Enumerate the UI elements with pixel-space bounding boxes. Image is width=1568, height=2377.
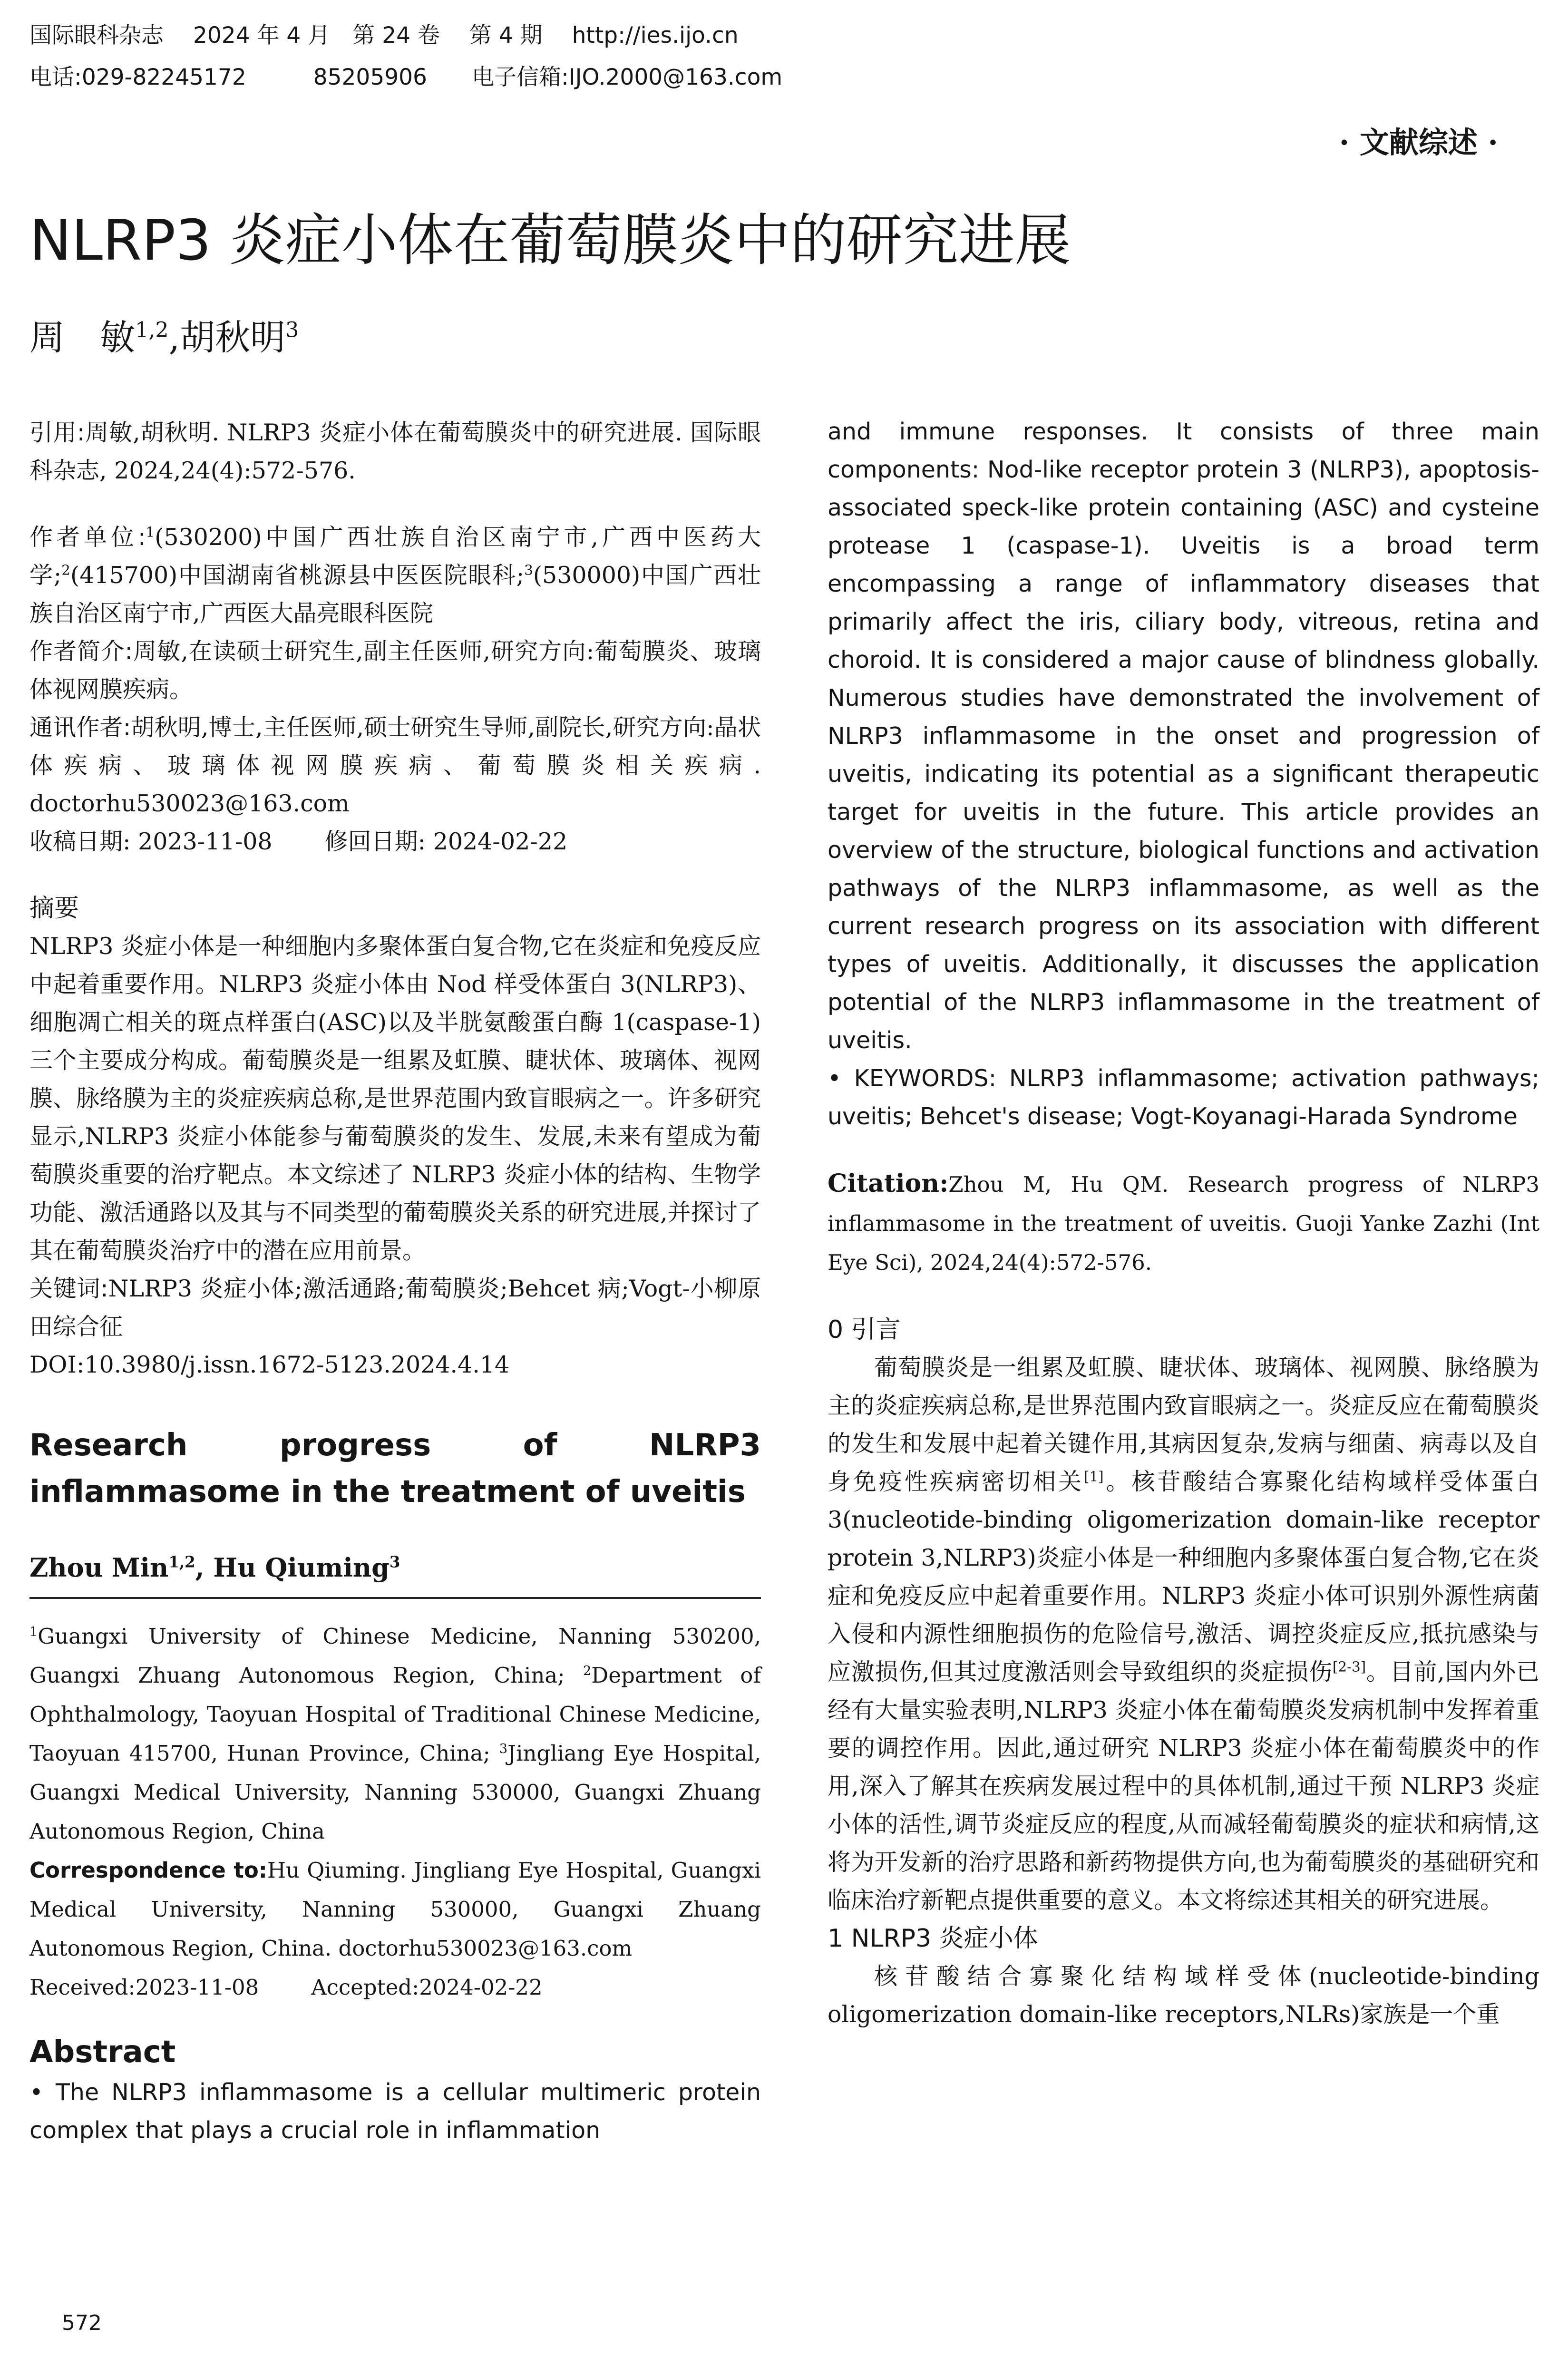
affiliation-cn-1: (530200)中国广西壮族自治区南宁市,广西中医药大学; [29,524,761,589]
abstract-en-part1 [29,2074,761,2150]
author-en-2: Hu Qiuming [213,1552,390,1583]
intro-paragraph [828,1349,1539,1919]
affiliation-en-marker-1: 1 [29,1624,38,1639]
author-intro [29,633,761,709]
abstract-cn-heading: 摘要 [29,894,79,923]
intro-heading: 0 引言 [828,1315,901,1344]
citation-en-text: Zhou M, Hu QM. Research progress of NLRP3 inflammasome in the treatment of uveitis. Guoji Yanke Zazhi (Int Eye Sci), 2024,24(4):572-576. [828,1172,1539,1275]
citation-cn-text: 周敏,胡秋明. NLRP3 炎症小体在葡萄膜炎中的研究进展. 国际眼科杂志, 2024,24(4):572-576. [29,419,761,484]
citation-ref-2-3: [2-3] [1332,1658,1366,1675]
affiliation-en-marker-3: 3 [499,1741,508,1756]
author-intro-text: 周敏,在读硕士研究生,副主任医师,研究方向:葡萄膜炎、玻璃体视网膜疾病。 [29,638,761,703]
corresponding-cn-text: 胡秋明,博士,主任医师,硕士研究生导师,副院长,研究方向:晶状体疾病、玻璃体视网膜疾病、葡萄膜炎相关疾病. doctorhu530023@163.com [29,714,761,817]
citation-cn [29,414,761,490]
affiliation-divider [29,1597,761,1599]
section1-heading: 1 NLRP3 炎症小体 [828,1924,1038,1953]
citation-ref-1: [1] [1084,1468,1104,1485]
keywords-en-bullet: • [828,1065,841,1092]
abstract-en-part2: and immune responses. It consists of three main components: Nod-like receptor protein 3 (NLRP3), apoptosis-associated speck-like protein containing (ASC) and cysteine protease 1 (caspase-1). Uveitis is a broad term encompassing a range of inflammatory diseases that primarily affect the iris, ciliary body, vitreous, retina and choroid. It is considered a major cause of blindness globally. Numerous studies have demonstrated the involvement of NLRP3 inflammasome in the onset and progression of uveitis, indicating its potential as a significant therapeutic target for uveitis in the future. This article provides an overview of the structure, biological functions and activation pathways of the NLRP3 inflammasome, as well as the current research progress on its association with different types of uveitis. Additionally, it discusses the application potential of the NLRP3 inflammasome in the treatment of uveitis. [828,418,1539,1054]
affiliation-en-1: Guangxi University of Chinese Medicine, Nanning 530200, Guangxi Zhuang Autonomous Region, China; [29,1624,761,1688]
citation-en [828,1164,1539,1282]
author-cn-separator: , [168,317,180,358]
correspondence-en [29,1851,761,1968]
page-title: NLRP3 炎症小体在葡萄膜炎中的研究进展 [29,207,1071,273]
received-date-cn: 收稿日期: 2023-11-08 [29,828,273,855]
intro-text-b: 。核苷酸结合寡聚化结构域样受体蛋白 3(nucleotide-binding oligomerization domain-like receptor protein 3,NLRP3)炎症小体是一种细胞内多聚体蛋白复合物,它在炎症和免疫反应中起着重要作用。NLRP3 炎症小体可识别外源性病菌入侵和内源性细胞损伤的危险信号,激活、调控炎症反应,抵抗感染与应激损伤,但其过度激活则会导致组织的炎症损伤 [828,1468,1539,1685]
affiliation-cn [29,518,761,633]
citation-cn-label: 引用: [29,419,85,446]
author-en-separator: , [195,1552,214,1583]
author-cn-2: 胡秋明 [180,317,286,358]
citation-en-label: Citation: [828,1169,949,1198]
left-column [29,414,761,2150]
authors-en [29,1549,761,1587]
affiliation-cn-marker-2: 2 [61,562,70,578]
correspondence-en-text: Hu Qiuming. Jingliang Eye Hospital, Guangxi Medical University, Nanning 530000, Guangxi Zhuang Autonomous Region, China. doctorhu530023@163.com [29,1858,761,1961]
keywords-cn-text: NLRP3 炎症小体;激活通路;葡萄膜炎;Behcet 病;Vogt-小柳原田综合征 [29,1275,761,1340]
affiliation-en [29,1617,761,1851]
revised-date-cn: 修回日期: 2024-02-22 [324,828,568,855]
abstract-en-bullet: • [29,2079,43,2106]
affiliation-en-3: Jingliang Eye Hospital, Guangxi Medical University, Nanning 530000, Guangxi Zhuang Autonomous Region, China [29,1741,761,1844]
affiliation-cn-2: (415700)中国湖南省桃源县中医医院眼科; [70,562,525,589]
received-date-en: Received:2023-11-08 [29,1975,259,2000]
affiliation-cn-marker-3: 3 [524,562,533,578]
author-cn-1-affiliation: 1,2 [135,318,169,342]
abstract-en-part1-text: The NLRP3 inflammasome is a cellular multimeric protein complex that plays a crucial role in inflammation [29,2079,761,2144]
abstract-en-heading: Abstract [29,2035,176,2070]
affiliation-en-2: Department of Ophthalmology, Taoyuan Hospital of Traditional Chinese Medicine, Taoyuan 415700, Hunan Province, China; [29,1663,761,1766]
journal-header-line1: 国际眼科杂志 2024 年 4 月 第 24 卷 第 4 期 http://ies.ijo.cn [29,22,739,49]
english-title: Research progress of NLRP3 inflammasome in the treatment of uveitis [29,1428,761,1510]
author-cn-1: 周 敏 [29,317,135,358]
correspondence-en-label: Correspondence to: [29,1858,267,1883]
right-column [828,413,1539,2034]
authors-cn [29,314,299,361]
author-en-1-affiliation: 1,2 [168,1553,195,1571]
doi: DOI:10.3980/j.issn.1672-5123.2024.4.14 [29,1351,510,1378]
author-intro-label: 作者简介: [29,638,133,665]
author-en-2-affiliation: 3 [389,1553,400,1571]
page-number: 572 [62,2311,102,2335]
author-cn-2-affiliation: 3 [285,318,299,342]
dates-en [29,1968,761,2007]
abstract-cn-text: NLRP3 炎症小体是一种细胞内多聚体蛋白复合物,它在炎症和免疫反应中起着重要作用。NLRP3 炎症小体由 Nod 样受体蛋白 3(NLRP3)、细胞凋亡相关的斑点样蛋白(ASC)以及半胱氨酸蛋白酶 1(caspase-1)三个主要成分构成。葡萄膜炎是一组累及虹膜、睫状体、玻璃体、视网膜、脉络膜为主的炎症疾病总称,是世界范围内致盲眼病之一。许多研究显示,NLRP3 炎症小体能参与葡萄膜炎的发生、发展,未来有望成为葡萄膜炎重要的治疗靶点。本文综述了 NLRP3 炎症小体的结构、生物学功能、激活通路以及其与不同类型的葡萄膜炎关系的研究进展,并探讨了其在葡萄膜炎治疗中的潜在应用前景。 [29,933,761,1264]
corresponding-cn-label: 通讯作者: [29,714,131,741]
affiliation-cn-marker-1: 1 [146,524,155,540]
keywords-en [828,1060,1539,1136]
affiliation-cn-3: (530000)中国广西壮族自治区南宁市,广西医大晶亮眼科医院 [29,562,761,627]
dates-cn [29,823,761,861]
corresponding-cn [29,709,761,823]
section1-paragraph: 核苷酸结合寡聚化结构域样受体(nucleotide-binding oligomerization domain-like receptors,NLRs)家族是一个重 [828,1963,1539,2028]
affiliation-cn-label: 作者单位: [29,524,146,551]
keywords-en-text: NLRP3 inflammasome; activation pathways; uveitis; Behcet's disease; Vogt-Koyanagi-Harada Syndrome [828,1065,1540,1130]
affiliation-en-marker-2: 2 [583,1663,592,1678]
intro-text-c: 。目前,国内外已经有大量实验表明,NLRP3 炎症小体在葡萄膜炎发病机制中发挥着重要的调控作用。因此,通过研究 NLRP3 炎症小体在葡萄膜炎中的作用,深入了解其在疾病发展过程中的具体机制,通过干预 NLRP3 炎症小体的活性,调节炎症反应的程度,从而减轻葡萄膜炎的症状和病情,这将为开发新的治疗思路和新药物提供方向,也为葡萄膜炎的基础研究和临床治疗新靶点提供重要的意义。本文将综述其相关的研究进展。 [828,1658,1540,1914]
column-label: · 文献综述 · [1339,125,1498,160]
author-en-1: Zhou Min [29,1552,169,1583]
intro-text-a: 葡萄膜炎是一组累及虹膜、睫状体、玻璃体、视网膜、脉络膜为主的炎症疾病总称,是世界范围内致盲眼病之一。炎症反应在葡萄膜炎的发生和发展中起着关键作用,其病因复杂,发病与细菌、病毒以及自身免疫性疾病密切相关 [828,1354,1539,1495]
journal-header-line2: 电话:029-82245172 85205906 电子信箱:IJO.2000@163.com [29,64,783,90]
keywords-cn-label: 关键词: [29,1275,108,1302]
keywords-cn [29,1270,761,1346]
accepted-date-en: Accepted:2024-02-22 [311,1975,543,2000]
keywords-en-label: KEYWORDS: [854,1065,997,1092]
